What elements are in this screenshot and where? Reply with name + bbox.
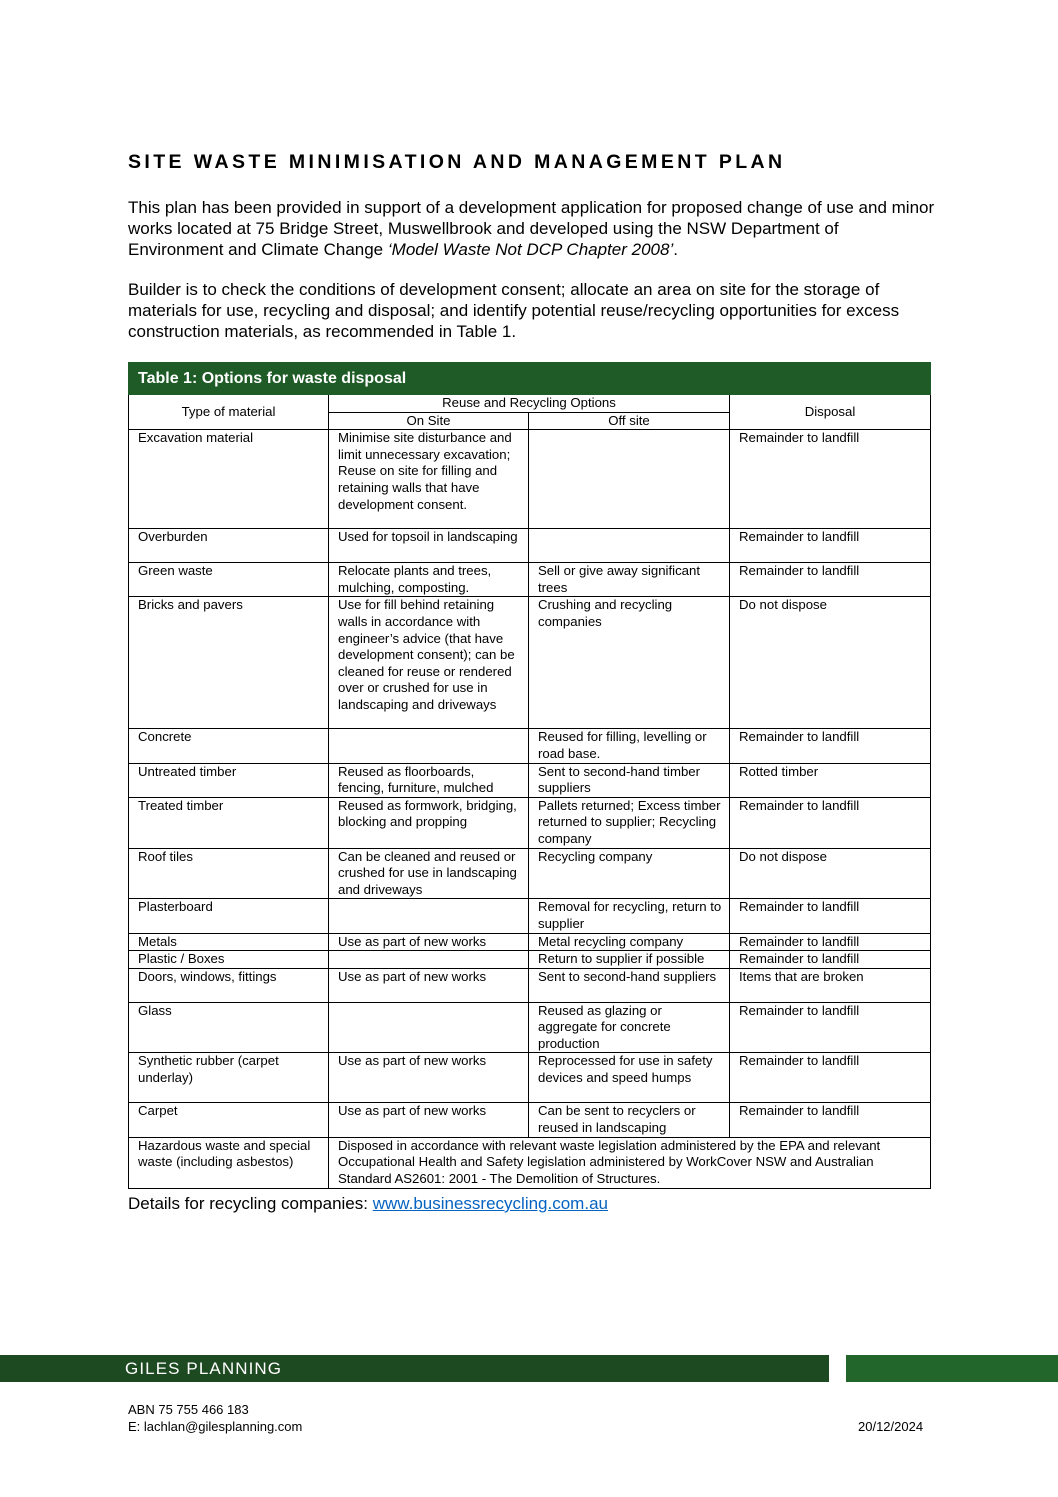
table-row xyxy=(129,597,931,729)
cell-material: Bricks and pavers xyxy=(129,597,329,729)
header-reuse-recycling: Reuse and Recycling Options xyxy=(329,395,730,413)
table-row xyxy=(129,430,931,529)
footer-abn: ABN 75 755 466 183 xyxy=(128,1402,249,1417)
cell-onsite: Use as part of new works xyxy=(329,1053,529,1103)
cell-disposal: Remainder to landfill xyxy=(730,1103,931,1137)
cell-material: Plastic / Boxes xyxy=(129,951,329,969)
cell-offsite: Reprocessed for use in safety devices and speed humps xyxy=(529,1053,730,1103)
cell-onsite xyxy=(329,951,529,969)
cell-disposal: Remainder to landfill xyxy=(730,1053,931,1103)
table-row xyxy=(129,1053,931,1103)
cell-offsite: Sent to second-hand timber suppliers xyxy=(529,763,730,797)
waste-table-container xyxy=(128,362,930,1189)
header-disposal: Disposal xyxy=(730,395,931,430)
cell-onsite xyxy=(329,729,529,763)
cell-offsite: Return to supplier if possible xyxy=(529,951,730,969)
table-row xyxy=(129,1002,931,1053)
cell-offsite xyxy=(529,529,730,563)
cell-onsite: Minimise site disturbance and limit unnecessary excavation; Reuse on site for filling and retaining walls that have development consent. xyxy=(329,430,529,529)
footer-brand: GILES PLANNING xyxy=(125,1359,283,1378)
cell-offsite xyxy=(529,430,730,529)
table-row xyxy=(129,529,931,563)
table-row xyxy=(129,797,931,848)
cell-material: Carpet xyxy=(129,1103,329,1137)
cell-offsite: Recycling company xyxy=(529,848,730,899)
cell-disposal: Remainder to landfill xyxy=(730,933,931,951)
cell-material: Hazardous waste and special waste (including asbestos) xyxy=(129,1137,329,1188)
cell-onsite xyxy=(329,1002,529,1053)
cell-offsite: Sent to second-hand suppliers xyxy=(529,968,730,1002)
cell-onsite: Use for fill behind retaining walls in accordance with engineer’s advice (that have development consent); can be cleaned for reuse or rendered over or crushed for use in landscaping and driveways xyxy=(329,597,529,729)
recycling-details xyxy=(128,1194,608,1214)
footer-email: E: lachlan@gilesplanning.com xyxy=(128,1419,303,1434)
cell-disposal: Do not dispose xyxy=(730,597,931,729)
cell-onsite: Use as part of new works xyxy=(329,968,529,1002)
cell-offsite: Removal for recycling, return to supplier xyxy=(529,899,730,933)
cell-disposal: Remainder to landfill xyxy=(730,563,931,597)
cell-offsite: Can be sent to recyclers or reused in landscaping xyxy=(529,1103,730,1137)
header-type-of-material: Type of material xyxy=(129,395,329,430)
table-row-hazardous xyxy=(129,1137,931,1188)
page-title: SITE WASTE MINIMISATION AND MANAGEMENT PLAN xyxy=(128,151,786,173)
cell-onsite: Relocate plants and trees, mulching, composting. xyxy=(329,563,529,597)
recycling-label: Details for recycling companies: xyxy=(128,1194,373,1213)
cell-disposal: Remainder to landfill xyxy=(730,529,931,563)
table-row xyxy=(129,729,931,763)
cell-onsite xyxy=(329,899,529,933)
cell-material: Overburden xyxy=(129,529,329,563)
footer-band-right xyxy=(846,1355,1058,1382)
cell-disposal: Remainder to landfill xyxy=(730,899,931,933)
header-off-site: Off site xyxy=(529,412,730,430)
cell-material: Synthetic rubber (carpet underlay) xyxy=(129,1053,329,1103)
recycling-link[interactable]: www.businessrecycling.com.au xyxy=(372,1194,608,1213)
cell-onsite: Use as part of new works xyxy=(329,1103,529,1137)
table-row xyxy=(129,563,931,597)
cell-onsite: Can be cleaned and reused or crushed for use in landscaping and driveways xyxy=(329,848,529,899)
cell-offsite: Sell or give away significant trees xyxy=(529,563,730,597)
table-row xyxy=(129,951,931,969)
cell-material: Green waste xyxy=(129,563,329,597)
cell-offsite: Reused for filling, levelling or road base. xyxy=(529,729,730,763)
table-body xyxy=(129,430,931,1188)
intro-end: . xyxy=(673,239,678,259)
cell-onsite: Use as part of new works xyxy=(329,933,529,951)
cell-material: Treated timber xyxy=(129,797,329,848)
waste-disposal-table xyxy=(128,362,931,1189)
header-on-site: On Site xyxy=(329,412,529,430)
cell-onsite: Reused as formwork, bridging, blocking and propping xyxy=(329,797,529,848)
cell-disposal: Rotted timber xyxy=(730,763,931,797)
cell-onsite: Used for topsoil in landscaping xyxy=(329,529,529,563)
cell-disposal: Remainder to landfill xyxy=(730,430,931,529)
cell-offsite: Pallets returned; Excess timber returned to supplier; Recycling company xyxy=(529,797,730,848)
cell-material: Excavation material xyxy=(129,430,329,529)
cell-material: Glass xyxy=(129,1002,329,1053)
intro-paragraph-2: Builder is to check the conditions of development consent; allocate an area on site for the storage of materials for use, recycling and disposal; and identify potential reuse/recycling opportunities for excess construction materials, as recommended in Table 1. xyxy=(128,280,900,341)
table-row xyxy=(129,763,931,797)
cell-disposal: Remainder to landfill xyxy=(730,1002,931,1053)
cell-material: Untreated timber xyxy=(129,763,329,797)
cell-material: Roof tiles xyxy=(129,848,329,899)
table-row xyxy=(129,933,931,951)
cell-disposal: Do not dispose xyxy=(730,848,931,899)
cell-material: Metals xyxy=(129,933,329,951)
table-caption: Table 1: Options for waste disposal xyxy=(129,363,931,395)
cell-material: Plasterboard xyxy=(129,899,329,933)
cell-disposal: Items that are broken xyxy=(730,968,931,1002)
cell-onsite: Reused as floorboards, fencing, furniture, mulched xyxy=(329,763,529,797)
cell-material: Concrete xyxy=(129,729,329,763)
table-row xyxy=(129,899,931,933)
cell-disposal: Remainder to landfill xyxy=(730,797,931,848)
intro-italic-reference: ‘Model Waste Not DCP Chapter 2008’ xyxy=(387,239,674,259)
cell-offsite: Crushing and recycling companies xyxy=(529,597,730,729)
cell-material: Doors, windows, fittings xyxy=(129,968,329,1002)
cell-offsite: Metal recycling company xyxy=(529,933,730,951)
table-row xyxy=(129,968,931,1002)
intro-paragraph-1 xyxy=(128,198,938,260)
cell-disposal: Remainder to landfill xyxy=(730,729,931,763)
footer-date: 20/12/2024 xyxy=(858,1419,924,1434)
cell-disposal: Remainder to landfill xyxy=(730,951,931,969)
intro-text: This plan has been provided in support of a development application for proposed change of use and minor works located at 75 Bridge Street, Muswellbrook and developed using the NSW Department of Environment and Climate Change xyxy=(128,198,935,259)
cell-offsite: Reused as glazing or aggregate for concrete production xyxy=(529,1002,730,1053)
table-row xyxy=(129,848,931,899)
table-row xyxy=(129,1103,931,1137)
cell-hazardous-text: Disposed in accordance with relevant waste legislation administered by the EPA and relevant Occupational Health and Safety legislation administered by WorkCover NSW and Australian Standard AS2601: 2001 - The Demolition of Structures. xyxy=(329,1137,931,1188)
